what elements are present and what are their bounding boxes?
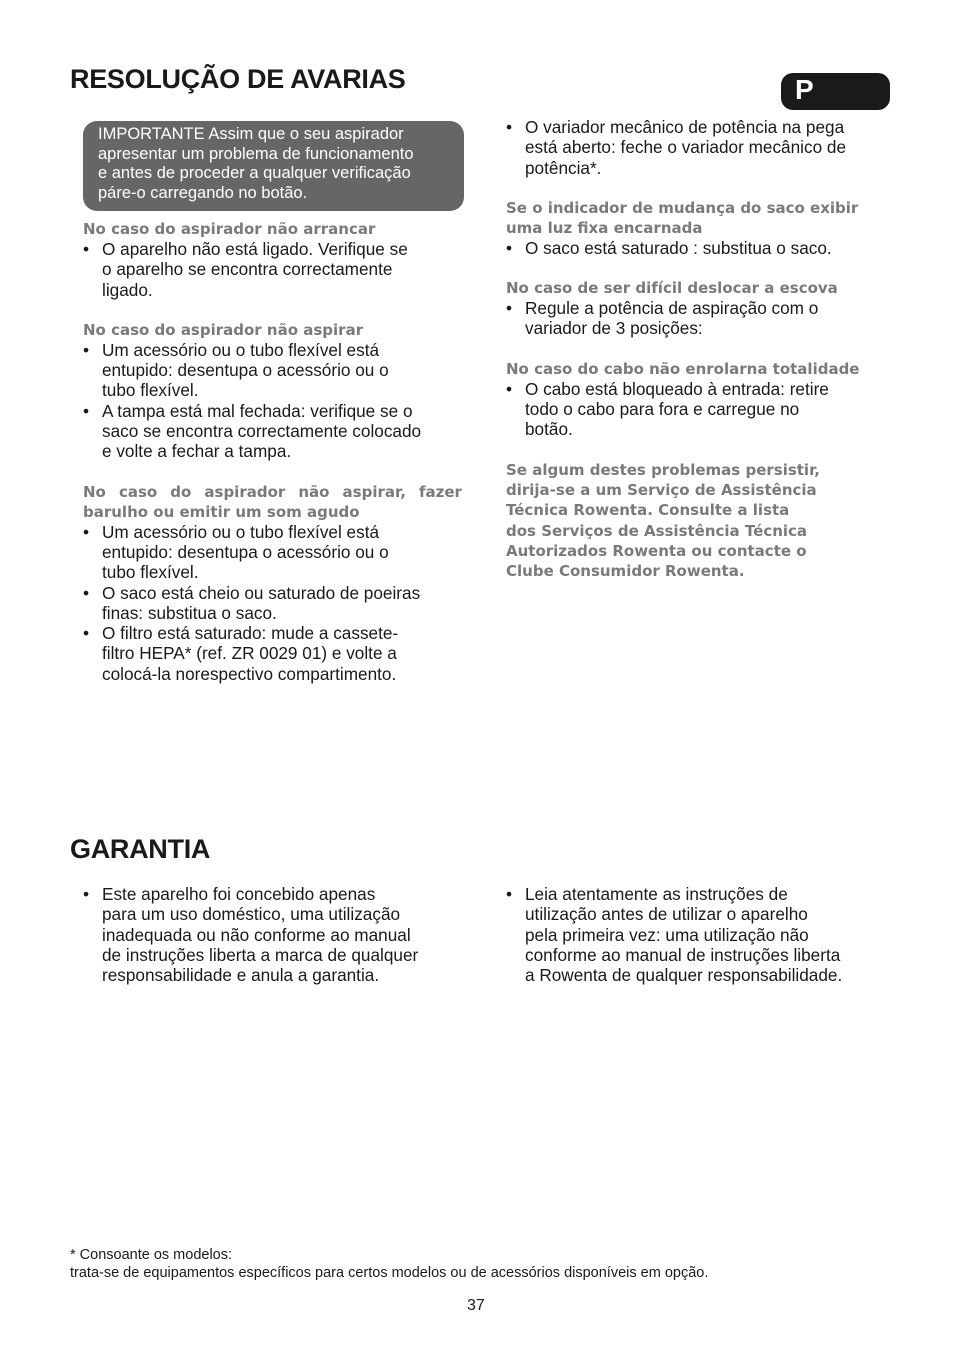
subheading-bag-indicator-line2: uma luz fixa encarnada xyxy=(506,218,703,237)
item-line: potência*. xyxy=(525,157,602,178)
heading-word: No xyxy=(83,482,106,501)
item-line: filtro HEPA* (ref. ZR 0029 01) e volte a xyxy=(102,643,397,664)
item-line: Regule a potência de aspiração com o xyxy=(525,298,819,319)
item-line: tubo flexível. xyxy=(102,380,199,401)
bullet: • xyxy=(83,623,90,644)
item-line: inadequada ou não conforme ao manual xyxy=(102,924,411,945)
subheading-noise xyxy=(83,482,462,502)
item-line: finas: substitua o saco. xyxy=(102,602,277,623)
heading-word: do xyxy=(170,482,192,501)
item-line: utilização antes de utilizar o aparelho xyxy=(525,904,808,925)
section-title-warranty: GARANTIA xyxy=(70,834,211,864)
callout-line: apresentar um problema de funcionamento xyxy=(98,144,414,163)
item-line: ligado. xyxy=(102,279,153,300)
item-line: o aparelho se encontra correctamente xyxy=(102,259,393,280)
list-item xyxy=(83,623,473,684)
page-number: 37 xyxy=(467,1297,485,1314)
item-line: e volte a fechar a tampa. xyxy=(102,441,292,462)
item-line: a Rowenta de qualquer responsabilidade. xyxy=(525,965,843,986)
closing-line: Se algum destes problemas persistir, xyxy=(506,460,820,479)
item-line: Este aparelho foi concebido apenas xyxy=(102,884,376,904)
item-line: O variador mecânico de potência na pega xyxy=(525,117,845,137)
list-item xyxy=(506,298,896,339)
bullet: • xyxy=(506,117,513,137)
list-item xyxy=(83,522,473,583)
important-callout xyxy=(83,121,464,211)
language-badge-label: P xyxy=(795,74,814,105)
bullet: • xyxy=(506,298,513,319)
list-item xyxy=(506,238,896,258)
heading-word: aspirar, xyxy=(342,482,406,501)
heading-word: fazer xyxy=(418,482,462,501)
subheading-not-starting: No caso do aspirador não arrancar xyxy=(83,220,376,238)
callout-line: IMPORTANTE Assim que o seu aspirador xyxy=(98,125,404,143)
heading-word: não xyxy=(298,482,330,501)
item-line: para um uso doméstico, uma utilização xyxy=(102,904,401,925)
subheading-cable: No caso do cabo não enrolarna totalidade xyxy=(506,359,860,378)
heading-word: aspirador xyxy=(204,482,286,501)
list-item xyxy=(83,239,473,300)
item-line: conforme ao manual de instruções liberta xyxy=(525,944,841,965)
list-item xyxy=(83,884,473,985)
bullet: • xyxy=(506,378,513,399)
bullet: • xyxy=(83,582,90,603)
list-item xyxy=(83,340,473,401)
bullet: • xyxy=(83,239,90,259)
language-badge xyxy=(781,73,890,110)
item-line: O aparelho não está ligado. Verifique se xyxy=(102,239,408,259)
bullet: • xyxy=(83,400,90,421)
item-line: entupido: desentupa o acessório ou o xyxy=(102,541,389,562)
list-item xyxy=(83,401,473,462)
bullet: • xyxy=(83,339,90,360)
item-line: botão. xyxy=(525,419,573,440)
footnote-line: trata-se de equipamentos específicos para certos modelos ou de acessórios disponíveis em opção. xyxy=(70,1265,709,1281)
item-line: A tampa está mal fechada: verifique se o xyxy=(102,400,413,421)
heading-word: caso xyxy=(118,482,158,501)
list-item xyxy=(506,884,896,985)
item-line: O saco está saturado : substitua o saco. xyxy=(525,237,832,258)
bullet: • xyxy=(83,521,90,542)
item-line: responsabilidade e anula a garantia. xyxy=(102,965,380,986)
closing-line: dirija-se a um Serviço de Assistência xyxy=(506,480,817,499)
item-line: O saco está cheio ou saturado de poeiras xyxy=(102,582,421,603)
subheading-bag-indicator: Se o indicador de mudança do saco exibir xyxy=(506,198,859,217)
bullet: • xyxy=(83,884,90,904)
warranty-right-column xyxy=(506,884,896,985)
troubleshooting-left-column xyxy=(83,219,473,684)
item-line: tubo flexível. xyxy=(102,562,199,583)
item-line: colocá-la norespectivo compartimento. xyxy=(102,663,397,684)
item-line: variador de 3 posições: xyxy=(525,318,703,339)
item-line: Um acessório ou o tubo flexível está xyxy=(102,521,380,542)
item-line: Um acessório ou o tubo flexível está xyxy=(102,339,380,360)
bullet: • xyxy=(506,884,513,904)
item-line: saco se encontra correctamente colocado xyxy=(102,421,422,442)
closing-line: Clube Consumidor Rowenta. xyxy=(506,562,745,581)
subheading-not-sucking: No caso do aspirador não aspirar xyxy=(83,320,364,339)
warranty-left-column xyxy=(83,884,473,985)
item-line: O filtro está saturado: mude a cassete- xyxy=(102,623,399,644)
footnote-line: * Consoante os modelos: xyxy=(70,1247,233,1263)
callout-line: páre-o carregando no botão. xyxy=(98,183,308,202)
list-item xyxy=(506,117,896,178)
item-line: O cabo está bloqueado à entrada: retire xyxy=(525,378,829,399)
closing-note xyxy=(506,460,896,582)
item-line: está aberto: feche o variador mecânico de xyxy=(525,137,847,158)
subheading-brush: No caso de ser difícil deslocar a escova xyxy=(506,279,838,298)
bullet: • xyxy=(506,237,513,258)
item-line: Leia atentamente as instruções de xyxy=(525,884,788,904)
footnote xyxy=(70,1246,708,1282)
callout-line: e antes de proceder a qualquer verificação xyxy=(98,164,411,182)
item-line: entupido: desentupa o acessório ou o xyxy=(102,360,389,381)
closing-line: Autorizados Rowenta ou contacte o xyxy=(506,541,807,560)
item-line: de instruções liberta a marca de qualquer xyxy=(102,944,419,965)
closing-line: Técnica Rowenta. Consulte a lista xyxy=(506,501,790,520)
item-line: pela primeira vez: uma utilização não xyxy=(525,924,809,945)
list-item xyxy=(83,583,473,624)
item-line: todo o cabo para fora e carregue no xyxy=(525,399,800,420)
troubleshooting-right-column xyxy=(506,117,896,581)
list-item xyxy=(506,379,896,440)
section-title-troubleshooting: RESOLUÇÃO DE AVARIAS xyxy=(70,64,406,94)
closing-line: dos Serviços de Assistência Técnica xyxy=(506,521,808,540)
subheading-noise-line2: barulho ou emitir um som agudo xyxy=(83,502,360,521)
